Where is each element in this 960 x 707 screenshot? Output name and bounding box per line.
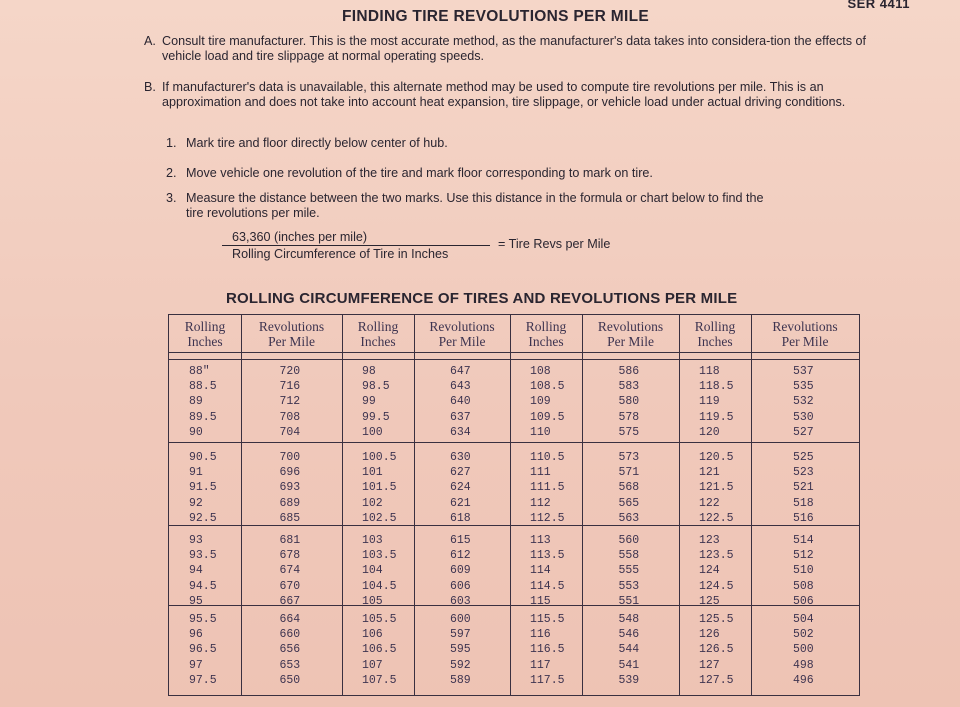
column-divider <box>510 315 511 695</box>
cell-revolutions-per-mile: 660 <box>279 628 301 642</box>
cell-rolling-inches: 118 <box>699 365 720 378</box>
cell-rolling-inches: 89 <box>189 395 203 409</box>
cell-revolutions-per-mile: 592 <box>450 658 471 672</box>
cell-revolutions-per-mile: 716 <box>279 380 301 394</box>
cell-revolutions-per-mile: 603 <box>450 594 471 608</box>
cell-revolutions-per-mile: 518 <box>793 496 814 510</box>
cell-revolutions-per-mile: 553 <box>618 579 640 593</box>
cell-revolutions-per-mile: 508 <box>793 579 814 593</box>
cell-revolutions-per-mile: 551 <box>618 594 640 608</box>
cell-rolling-inches: 119.5 <box>699 410 734 424</box>
cell-revolutions-per-mile: 595 <box>450 643 471 657</box>
cell-rolling-inches: 121 <box>699 466 720 480</box>
cell-revolutions-per-mile: 583 <box>618 380 640 394</box>
cell-rolling-inches: 104 <box>362 564 383 578</box>
step-number: 1. <box>166 136 177 150</box>
step-3 <box>166 191 886 221</box>
cell-rolling-inches: 90 <box>189 425 203 439</box>
cell-rolling-inches: 118.5 <box>699 380 734 394</box>
cell-revolutions-per-mile: 498 <box>793 658 814 672</box>
cell-rolling-inches: 120.5 <box>699 451 734 464</box>
cell-rolling-inches: 112.5 <box>530 511 565 525</box>
cell-rolling-inches: 116.5 <box>530 643 565 657</box>
header-rolling-inches: Rolling Inches <box>525 319 567 349</box>
cell-revolutions-per-mile: 532 <box>793 395 814 409</box>
cell-rolling-inches: 104.5 <box>362 579 397 593</box>
header-rolling-inches: Rolling Inches <box>357 319 399 349</box>
cell-revolutions-per-mile: 634 <box>450 425 471 439</box>
cell-rolling-inches: 124.5 <box>699 579 734 593</box>
cell-revolutions-per-mile: 589 <box>450 673 471 687</box>
fraction-bar <box>222 245 490 246</box>
formula-denominator: Rolling Circumference of Tire in Inches <box>232 247 449 261</box>
cell-rolling-inches: 119 <box>699 395 720 409</box>
cell-revolutions-per-mile: 720 <box>279 365 301 378</box>
cell-revolutions-per-mile: 656 <box>279 643 301 657</box>
cell-rolling-inches: 103.5 <box>362 549 397 563</box>
cell-rolling-inches: 120 <box>699 425 720 439</box>
cell-revolutions-per-mile: 541 <box>618 658 640 672</box>
cell-revolutions-per-mile: 643 <box>450 380 471 394</box>
cell-revolutions-per-mile: 612 <box>450 549 471 563</box>
cell-rolling-inches: 110 <box>530 425 551 439</box>
cell-revolutions-per-mile: 537 <box>793 365 814 378</box>
header-rolling-inches: Rolling Inches <box>184 319 226 349</box>
header-revolutions-per-mile: Revolutions Per Mile <box>772 319 838 349</box>
column-divider <box>342 315 343 695</box>
cell-revolutions-per-mile: 700 <box>279 451 301 464</box>
cell-rolling-inches: 101.5 <box>362 481 397 495</box>
cell-rolling-inches: 114.5 <box>530 579 565 593</box>
cell-revolutions-per-mile: 708 <box>279 410 301 424</box>
cell-revolutions-per-mile: 535 <box>793 380 814 394</box>
cell-rolling-inches: 106 <box>362 628 383 642</box>
cell-revolutions-per-mile: 621 <box>450 496 471 510</box>
cell-revolutions-per-mile: 627 <box>450 466 471 480</box>
column-divider <box>241 315 242 695</box>
cell-revolutions-per-mile: 674 <box>279 564 301 578</box>
cell-rolling-inches: 116 <box>530 628 551 642</box>
cell-revolutions-per-mile: 521 <box>793 481 814 495</box>
page-title: FINDING TIRE REVOLUTIONS PER MILE <box>342 8 649 25</box>
cell-rolling-inches: 124 <box>699 564 720 578</box>
cell-revolutions-per-mile: 514 <box>793 534 814 547</box>
cell-rolling-inches: 100.5 <box>362 451 397 464</box>
cell-rolling-inches: 117 <box>530 658 551 672</box>
cell-rolling-inches: 127.5 <box>699 673 734 687</box>
cell-rolling-inches: 99.5 <box>362 410 390 424</box>
cell-revolutions-per-mile: 667 <box>279 594 301 608</box>
cell-rolling-inches: 100 <box>362 425 383 439</box>
cell-rolling-inches: 95 <box>189 594 203 608</box>
cell-rolling-inches: 92 <box>189 496 203 510</box>
group-divider <box>169 442 859 443</box>
cell-revolutions-per-mile: 704 <box>279 425 301 439</box>
cell-revolutions-per-mile: 555 <box>618 564 640 578</box>
cell-revolutions-per-mile: 647 <box>450 365 471 378</box>
cell-revolutions-per-mile: 670 <box>279 579 301 593</box>
cell-revolutions-per-mile: 681 <box>279 534 301 547</box>
cell-revolutions-per-mile: 624 <box>450 481 471 495</box>
revolutions-table <box>168 314 860 696</box>
step-1 <box>166 136 886 151</box>
cell-rolling-inches: 102 <box>362 496 383 510</box>
cell-rolling-inches: 121.5 <box>699 481 734 495</box>
cell-rolling-inches: 113 <box>530 534 551 547</box>
cell-revolutions-per-mile: 560 <box>618 534 640 547</box>
cell-rolling-inches: 107.5 <box>362 673 397 687</box>
cell-rolling-inches: 123.5 <box>699 549 734 563</box>
cell-revolutions-per-mile: 578 <box>618 410 640 424</box>
header-revolutions-per-mile: Revolutions Per Mile <box>597 319 664 349</box>
cell-revolutions-per-mile: 580 <box>618 395 640 409</box>
cell-rolling-inches: 96.5 <box>189 643 217 657</box>
cell-rolling-inches: 98 <box>362 365 376 378</box>
cell-revolutions-per-mile: 516 <box>793 511 814 525</box>
cell-revolutions-per-mile: 573 <box>618 451 640 464</box>
cell-rolling-inches: 97 <box>189 658 203 672</box>
cell-revolutions-per-mile: 653 <box>279 658 301 672</box>
cell-rolling-inches: 107 <box>362 658 383 672</box>
cell-rolling-inches: 96 <box>189 628 203 642</box>
cell-revolutions-per-mile: 571 <box>618 466 640 480</box>
header-divider <box>169 359 859 360</box>
cell-rolling-inches: 102.5 <box>362 511 397 525</box>
section-b-label: B. <box>144 80 156 94</box>
cell-rolling-inches: 92.5 <box>189 511 217 525</box>
cell-revolutions-per-mile: 606 <box>450 579 471 593</box>
formula-result: = Tire Revs per Mile <box>498 237 611 251</box>
cell-revolutions-per-mile: 712 <box>279 395 301 409</box>
cell-revolutions-per-mile: 558 <box>618 549 640 563</box>
cell-revolutions-per-mile: 630 <box>450 451 471 464</box>
cell-rolling-inches: 111 <box>530 466 551 480</box>
cell-rolling-inches: 115.5 <box>530 613 565 626</box>
cell-revolutions-per-mile: 693 <box>279 481 301 495</box>
header-revolutions-per-mile: Revolutions Per Mile <box>258 319 325 349</box>
column-divider <box>582 315 583 695</box>
step-number: 3. <box>166 191 177 205</box>
cell-rolling-inches: 93.5 <box>189 549 217 563</box>
document-code: SER 4411 <box>847 0 910 11</box>
cell-rolling-inches: 101 <box>362 466 383 480</box>
cell-rolling-inches: 106.5 <box>362 643 397 657</box>
cell-rolling-inches: 99 <box>362 395 376 409</box>
cell-revolutions-per-mile: 523 <box>793 466 814 480</box>
cell-rolling-inches: 105.5 <box>362 613 397 626</box>
cell-rolling-inches: 127 <box>699 658 720 672</box>
cell-rolling-inches: 91.5 <box>189 481 217 495</box>
cell-revolutions-per-mile: 563 <box>618 511 640 525</box>
cell-rolling-inches: 103 <box>362 534 383 547</box>
cell-rolling-inches: 109 <box>530 395 551 409</box>
cell-revolutions-per-mile: 500 <box>793 643 814 657</box>
cell-revolutions-per-mile: 504 <box>793 613 814 626</box>
cell-rolling-inches: 125.5 <box>699 613 734 626</box>
step-2 <box>166 166 886 181</box>
cell-revolutions-per-mile: 546 <box>618 628 640 642</box>
cell-revolutions-per-mile: 496 <box>793 673 814 687</box>
group-divider <box>169 605 859 606</box>
step-number: 2. <box>166 166 177 180</box>
cell-rolling-inches: 126.5 <box>699 643 734 657</box>
cell-rolling-inches: 111.5 <box>530 481 565 495</box>
cell-rolling-inches: 94 <box>189 564 203 578</box>
cell-rolling-inches: 122 <box>699 496 720 510</box>
cell-rolling-inches: 88" <box>189 365 210 378</box>
cell-revolutions-per-mile: 678 <box>279 549 301 563</box>
cell-rolling-inches: 89.5 <box>189 410 217 424</box>
cell-rolling-inches: 91 <box>189 466 203 480</box>
cell-revolutions-per-mile: 597 <box>450 628 471 642</box>
cell-revolutions-per-mile: 650 <box>279 673 301 687</box>
cell-revolutions-per-mile: 539 <box>618 673 640 687</box>
cell-rolling-inches: 98.5 <box>362 380 390 394</box>
cell-rolling-inches: 123 <box>699 534 720 547</box>
cell-revolutions-per-mile: 685 <box>279 511 301 525</box>
header-revolutions-per-mile: Revolutions Per Mile <box>429 319 495 349</box>
step-text: Mark tire and floor directly below center of hub. <box>186 136 448 150</box>
cell-rolling-inches: 90.5 <box>189 451 217 464</box>
section-a-text: Consult tire manufacturer. This is the most accurate method, as the manufacturer's data takes into considera-tion the effects of vehicle load and tire slippage at normal operating speeds. <box>162 34 867 63</box>
column-divider <box>679 315 680 695</box>
cell-rolling-inches: 94.5 <box>189 579 217 593</box>
cell-rolling-inches: 109.5 <box>530 410 565 424</box>
section-a <box>144 34 892 64</box>
header-rolling-inches: Rolling Inches <box>694 319 736 349</box>
cell-revolutions-per-mile: 527 <box>793 425 814 439</box>
cell-rolling-inches: 93 <box>189 534 203 547</box>
cell-rolling-inches: 110.5 <box>530 451 565 464</box>
cell-revolutions-per-mile: 568 <box>618 481 640 495</box>
section-b-text: If manufacturer's data is unavailable, this alternate method may be used to compute tire revolutions per mile. This is an approximation and does not take into account heat expansion, tire slippage, or vehicle load under actual driving conditions. <box>162 80 846 109</box>
cell-rolling-inches: 122.5 <box>699 511 734 525</box>
cell-rolling-inches: 113.5 <box>530 549 565 563</box>
cell-revolutions-per-mile: 510 <box>793 564 814 578</box>
cell-rolling-inches: 114 <box>530 564 551 578</box>
step-text-continued: tire revolutions per mile. <box>186 206 320 220</box>
column-divider <box>751 315 752 695</box>
cell-revolutions-per-mile: 575 <box>618 425 640 439</box>
formula-numerator: 63,360 (inches per mile) <box>232 230 368 244</box>
cell-rolling-inches: 117.5 <box>530 673 565 687</box>
cell-revolutions-per-mile: 506 <box>793 594 814 608</box>
cell-revolutions-per-mile: 689 <box>279 496 301 510</box>
cell-rolling-inches: 108.5 <box>530 380 565 394</box>
cell-revolutions-per-mile: 664 <box>279 613 301 626</box>
section-b <box>144 80 892 110</box>
cell-revolutions-per-mile: 548 <box>618 613 640 626</box>
cell-revolutions-per-mile: 615 <box>450 534 471 547</box>
cell-revolutions-per-mile: 618 <box>450 511 471 525</box>
group-divider <box>169 525 859 526</box>
step-text: Measure the distance between the two marks. Use this distance in the formula or chart below to find the <box>186 191 764 205</box>
cell-revolutions-per-mile: 600 <box>450 613 471 626</box>
formula-fraction <box>222 230 490 261</box>
cell-revolutions-per-mile: 544 <box>618 643 640 657</box>
cell-revolutions-per-mile: 502 <box>793 628 814 642</box>
cell-rolling-inches: 88.5 <box>189 380 217 394</box>
cell-rolling-inches: 125 <box>699 594 720 608</box>
section-a-label: A. <box>144 34 156 48</box>
cell-revolutions-per-mile: 565 <box>618 496 640 510</box>
cell-rolling-inches: 97.5 <box>189 673 217 687</box>
cell-rolling-inches: 95.5 <box>189 613 217 626</box>
cell-revolutions-per-mile: 525 <box>793 451 814 464</box>
cell-revolutions-per-mile: 512 <box>793 549 814 563</box>
cell-rolling-inches: 112 <box>530 496 551 510</box>
cell-revolutions-per-mile: 609 <box>450 564 471 578</box>
cell-revolutions-per-mile: 696 <box>279 466 301 480</box>
cell-rolling-inches: 115 <box>530 594 551 608</box>
column-divider <box>414 315 415 695</box>
cell-rolling-inches: 105 <box>362 594 383 608</box>
step-text: Move vehicle one revolution of the tire and mark floor corresponding to mark on tire. <box>186 166 653 180</box>
cell-revolutions-per-mile: 640 <box>450 395 471 409</box>
cell-rolling-inches: 108 <box>530 365 551 378</box>
cell-rolling-inches: 126 <box>699 628 720 642</box>
cell-revolutions-per-mile: 586 <box>618 365 640 378</box>
cell-revolutions-per-mile: 530 <box>793 410 814 424</box>
table-title: ROLLING CIRCUMFERENCE OF TIRES AND REVOLUTIONS PER MILE <box>226 290 738 307</box>
cell-revolutions-per-mile: 637 <box>450 410 471 424</box>
